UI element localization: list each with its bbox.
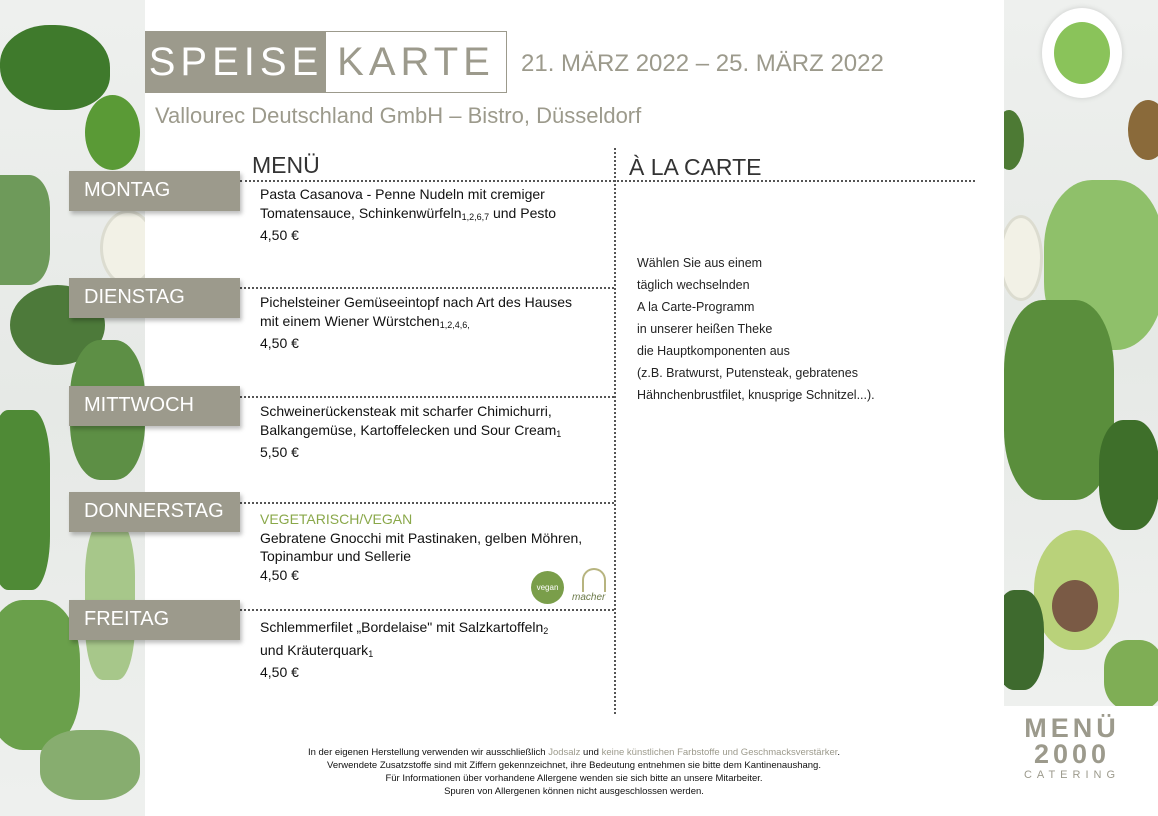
meal-line: und Kräuterquark$_1$ [260, 641, 374, 659]
vegan-badge-icon: vegan [531, 571, 564, 604]
logo-line: CATERING [1023, 769, 1121, 781]
macher-badge-icon: macher [568, 568, 620, 608]
date-range: 21. MÄRZ 2022 – 25. MÄRZ 2022 [521, 50, 884, 77]
footer-notice [240, 746, 908, 798]
vegetarian-tag: VEGETARISCH/VEGAN [260, 511, 413, 527]
day-tab-dienstag: DIENSTAG [69, 278, 240, 318]
day-tab-donnerstag: DONNERSTAG [69, 492, 240, 532]
meal-dienstag [260, 293, 600, 353]
a-la-carte-line: täglich wechselnden [637, 278, 750, 292]
meal-price: 4,50 € [260, 664, 299, 680]
meal-line: Schweinerückensteak mit scharfer Chimichurri, [260, 403, 552, 419]
row-divider [240, 396, 614, 398]
logo-line: MENÜ [1024, 713, 1120, 743]
meal-line: Gebratene Gnocchi mit Pastinaken, gelben Möhren, [260, 529, 583, 546]
row-divider [240, 502, 614, 504]
a-la-carte-text [637, 252, 937, 406]
title-karte: KARTE [337, 39, 495, 84]
subtitle: Vallourec Deutschland GmbH – Bistro, Düsseldorf [155, 103, 642, 128]
menu-column-header: MENÜ [252, 152, 320, 178]
meal-freitag [260, 618, 600, 682]
meal-line: Tomatensauce, Schinkenwürfeln$_{1,2,6,7}$ und Pesto [260, 204, 557, 222]
menu2000-logo [1012, 715, 1132, 783]
footer-line: Für Informationen über vorhandene Allergene wenden sie sich bitte an unsere Mitarbeiter. [385, 773, 763, 784]
meal-price: 4,50 € [260, 335, 299, 351]
meal-line: Schlemmerfilet „Bordelaise" mit Salzkartoffeln$_2$ [260, 619, 549, 636]
row-divider [240, 287, 614, 289]
day-tab-mittwoch: MITTWOCH [69, 386, 240, 426]
meal-price: 4,50 € [260, 566, 299, 583]
footer-line: Verwendete Zusatzstoffe sind mit Ziffern gekennzeichnet, ihre Bedeutung entnehmen sie bitte dem Kantinenaushang. [327, 760, 821, 771]
title-speise: SPEISE [146, 32, 326, 92]
a-la-carte-column-header: À LA CARTE [629, 154, 762, 180]
meal-line: Pasta Casanova - Penne Nudeln mit cremiger [260, 186, 545, 202]
meal-line: mit einem Wiener Würstchen$_{1,2,4,6,}$ [260, 312, 470, 330]
row-divider [240, 180, 975, 182]
meal-montag [260, 185, 600, 245]
a-la-carte-line: die Hauptkomponenten aus [637, 344, 790, 358]
meal-price: 4,50 € [260, 227, 299, 243]
footer-line: Spuren von Allergenen können nicht ausgeschlossen werden. [444, 786, 704, 797]
meal-line: Balkangemüse, Kartoffelecken und Sour Cream$_1$ [260, 421, 562, 439]
a-la-carte-line: Wählen Sie aus einem [637, 256, 763, 270]
a-la-carte-line: in unserer heißen Theke [637, 322, 773, 336]
title-box [145, 31, 507, 93]
footer-line: In der eigenen Herstellung verwenden wir ausschließlich Jodsalz und keine künstlichen Farbstoffe und Geschmacksverstärker. [307, 747, 841, 758]
column-divider [614, 148, 616, 714]
a-la-carte-line: (z.B. Bratwurst, Putensteak, gebratenes [637, 366, 858, 380]
meal-mittwoch [260, 402, 600, 462]
row-divider [240, 609, 614, 611]
a-la-carte-line: A la Carte-Programm [637, 300, 755, 314]
logo-line: 2000 [1033, 739, 1111, 769]
vegetable-image-right [1004, 0, 1158, 706]
day-tab-freitag: FREITAG [69, 600, 240, 640]
meal-line: Topinambur und Sellerie [260, 548, 411, 564]
meal-line: Pichelsteiner Gemüseeintopf nach Art des Hauses [260, 294, 573, 310]
meal-price: 5,50 € [260, 444, 299, 460]
day-tab-montag: MONTAG [69, 171, 240, 211]
a-la-carte-line: Hähnchenbrustfilet, knusprige Schnitzel...). [637, 388, 875, 402]
